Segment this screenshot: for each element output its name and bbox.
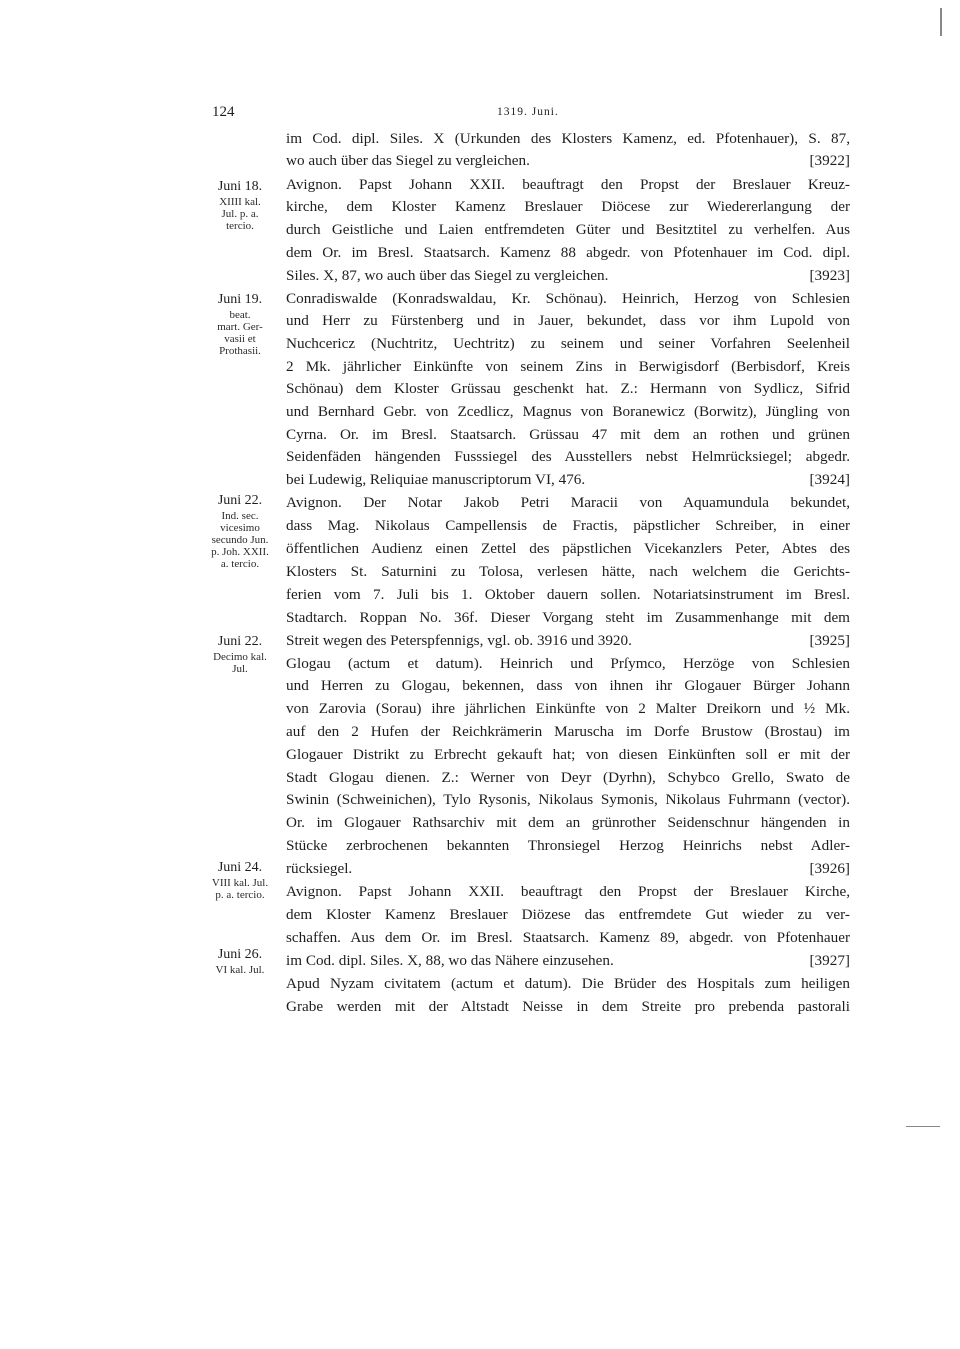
line-text: Stadt Glogau dienen. Z.: Werner von Deyr (Dyrhn), Schybco Grello, Swato de — [286, 769, 850, 786]
margin-note-line: mart. Ger- — [217, 321, 263, 333]
line-text: dem Or. im Bresl. Staatsarch. Kamenz 88 abgedr. von Pfotenhauer im Cod. dipl. — [286, 244, 850, 261]
text-line — [286, 744, 850, 766]
text-line — [286, 356, 850, 378]
text-line — [286, 424, 850, 446]
margin-note-line: p. a. tercio. — [215, 889, 265, 901]
regest-number: [3924] — [809, 471, 850, 488]
regest-number: [3927] — [809, 952, 850, 969]
text-line — [286, 789, 850, 811]
line-text: auf den 2 Hufen der Reichkrämerin Maruscha im Dorfe Brustow (Brostau) im — [286, 723, 850, 740]
line-text: öffentlichen Audienz einen Zettel des päpstlichen Vicekanzlers Peter, Abtes des — [286, 540, 850, 557]
margin-note-line: Decimo kal. — [213, 651, 267, 663]
line-text: schaffen. Aus dem Or. im Bresl. Staatsarch. Kamenz 89, abgedr. von Pfotenhauer — [286, 929, 850, 946]
line-text: und Bernhard Gebr. von Zcedlicz, Magnus von Boranewicz (Borwitz), Jüngling von — [286, 403, 850, 420]
line-text: Cyrna. Or. im Bresl. Staatsarch. Grüssau 47 mit dem an rothen und grünen — [286, 426, 850, 443]
line-text: Avignon. Papst Johann XXII. beauftragt den Propst der Breslauer Kirche, — [286, 883, 850, 900]
margin-note-line: XIIII kal. — [219, 196, 261, 208]
margin-note-line: tercio. — [226, 220, 254, 232]
line-text: Avignon. Der Notar Jakob Petri Maracii von Aquamundula bekundet, — [286, 494, 850, 511]
margin-note-line: secundo Jun. — [211, 534, 269, 546]
line-text: Or. im Glogauer Rathsarchiv mit dem an grünrother Seidenschnur hängenden in — [286, 814, 850, 831]
text-line — [286, 927, 850, 949]
line-text: ferien vom 7. Juli bis 1. Oktober dauern sollen. Notariatsinstrument im Bresl. — [286, 586, 850, 603]
line-text: Stadtarch. Roppan No. 36f. Dieser Vorgang steht im Zusammenhange mit dem — [286, 609, 850, 626]
text-line — [286, 288, 850, 310]
line-text: und Herren zu Glogau, bekennen, dass von ihnen ihr Glogauer Bürger Johann — [286, 677, 850, 694]
text-line — [286, 630, 850, 652]
scan-edge-mark — [906, 1126, 940, 1127]
line-text: Glogau (actum et datum). Heinrich und Prſymco, Herzöge von Schlesien — [286, 655, 850, 672]
line-text: Nuchcericz (Nuchtritz, Uechtritz) zu seinem und seiner Vorfahren Seelenheil — [286, 335, 850, 352]
margin-date: Juni 24. — [217, 860, 263, 875]
text-line — [286, 515, 850, 537]
margin-note-line: beat. — [229, 309, 251, 321]
text-line — [286, 835, 850, 857]
scan-edge-mark — [940, 8, 942, 36]
margin-date: Juni 26. — [217, 947, 263, 962]
line-text: von Zarovia (Sorau) ihre jährlichen Einkünfte von 2 Malter Dreikorn und ½ Mk. — [286, 700, 850, 717]
text-line — [286, 333, 850, 355]
line-text: Streit wegen des Peterspfennigs, vgl. ob. 3916 und 3920. — [286, 632, 632, 649]
line-text: im Cod. dipl. Siles. X, 88, wo das Nähere einzusehen. — [286, 952, 614, 969]
text-line — [286, 721, 850, 743]
regest-number: [3925] — [809, 632, 850, 649]
text-line — [286, 607, 850, 629]
line-text: wo auch über das Siegel zu vergleichen. — [286, 152, 530, 169]
text-line — [286, 561, 850, 583]
margin-note-line: VI kal. Jul. — [215, 964, 265, 976]
margin-note-line: a. tercio. — [220, 558, 260, 570]
margin-date: Juni 19. — [217, 292, 263, 307]
text-line — [286, 698, 850, 720]
text-line — [286, 881, 850, 903]
margin-note-line: Prothasii. — [219, 345, 261, 357]
line-text: Schönau) dem Kloster Grüssau geschenkt hat. Z.: Hermann von Sydlicz, Sifrid — [286, 380, 850, 397]
text-line — [286, 538, 850, 560]
line-text: Glogauer Distrikt zu Erbrecht gekauft hat; von diesen Einkünften soll er mit der — [286, 746, 850, 763]
text-line — [286, 378, 850, 400]
line-text: Stücke zerbrochenen bekannten Thronsiegel Herzog Heinrichs nebst Adler- — [286, 837, 850, 854]
text-line — [286, 469, 850, 491]
text-line — [286, 996, 850, 1018]
text-line — [286, 310, 850, 332]
text-line — [286, 653, 850, 675]
regest-number: [3926] — [809, 860, 850, 877]
margin-note-line: vasii et — [224, 333, 256, 345]
text-line — [286, 219, 850, 241]
text-line — [286, 174, 850, 196]
text-line — [286, 584, 850, 606]
margin-date: Juni 22. — [217, 493, 263, 508]
text-line — [286, 675, 850, 697]
line-text: im Cod. dipl. Siles. X (Urkunden des Klosters Kamenz, ed. Pfotenhauer), S. 87, — [286, 130, 850, 147]
line-text: Swinin (Schweinichen), Tylo Rysonis, Nikolaus Symonis, Nikolaus Fuhrmann (vector). — [286, 791, 850, 808]
margin-date-note — [198, 291, 282, 357]
margin-note-line: VIII kal. Jul. — [211, 877, 269, 889]
line-text: dem Kloster Kamenz Breslauer Diözese das entfremdete Gut wieder zu ver- — [286, 906, 850, 923]
running-title: 1319. Juni. — [497, 106, 559, 118]
text-line — [286, 242, 850, 264]
margin-note-line: vicesimo — [220, 522, 260, 534]
margin-date-note — [198, 946, 282, 976]
line-text: Siles. X, 87, wo auch über das Siegel zu vergleichen. — [286, 267, 609, 284]
margin-date-note — [198, 859, 282, 901]
text-line — [286, 904, 850, 926]
line-text: kirche, dem Kloster Kamenz Breslauer Diöcese zur Wiedererlangung der — [286, 198, 850, 215]
text-line — [286, 128, 850, 150]
line-text: bei Ludewig, Reliquiae manuscriptorum VI, 476. — [286, 471, 586, 488]
line-text: dass Mag. Nikolaus Campellensis de Fractis, päpstlicher Schreiber, in einer — [286, 517, 850, 534]
margin-note-line: Jul. — [232, 663, 248, 675]
line-text: Grabe werden mit der Altstadt Neisse in dem Streite pro prebenda pastorali — [286, 998, 850, 1015]
line-text: Apud Nyzam civitatem (actum et datum). Die Brüder des Hospitals zum heiligen — [286, 975, 850, 992]
line-text: rücksiegel. — [286, 860, 353, 877]
margin-date-note — [198, 633, 282, 675]
regest-number: [3923] — [809, 267, 850, 284]
text-line — [286, 973, 850, 995]
margin-note-line: p. Joh. XXII. — [211, 546, 269, 558]
text-line — [286, 858, 850, 880]
page-number: 124 — [212, 104, 235, 120]
margin-date-note — [198, 492, 282, 570]
margin-note-line: Jul. p. a. — [221, 208, 259, 220]
line-text: 2 Mk. jährlicher Einkünfte von seinem Zins in Berwigisdorf (Berbisdorf, Kreis — [286, 358, 850, 375]
text-line — [286, 767, 850, 789]
text-line — [286, 812, 850, 834]
text-line — [286, 150, 850, 172]
margin-date-note — [198, 178, 282, 232]
line-text: durch Geistliche und Laien entfremdeten Güter und Besitztitel zu verhelfen. Aus — [286, 221, 850, 238]
text-line — [286, 446, 850, 468]
margin-date: Juni 18. — [217, 179, 263, 194]
margin-note-line: Ind. sec. — [221, 510, 259, 522]
regest-number: [3922] — [809, 152, 850, 169]
text-line — [286, 265, 850, 287]
text-line — [286, 401, 850, 423]
text-line — [286, 950, 850, 972]
line-text: Avignon. Papst Johann XXII. beauftragt den Propst der Breslauer Kreuz- — [286, 176, 850, 193]
line-text: Conradiswalde (Konradswaldau, Kr. Schönau). Heinrich, Herzog von Schlesien — [286, 290, 850, 307]
line-text: Klosters St. Saturnini zu Tolosa, verlesen hätte, nach welchem die Gerichts- — [286, 563, 850, 580]
margin-date: Juni 22. — [217, 634, 263, 649]
line-text: Seidenfäden hängenden Fusssiegel des Ausstellers nebst Helmrücksiegel; abgedr. — [286, 448, 850, 465]
line-text: und Herr zu Fürstenberg und in Jauer, bekundet, dass vor ihm Lupold von — [286, 312, 850, 329]
text-line — [286, 196, 850, 218]
text-line — [286, 492, 850, 514]
